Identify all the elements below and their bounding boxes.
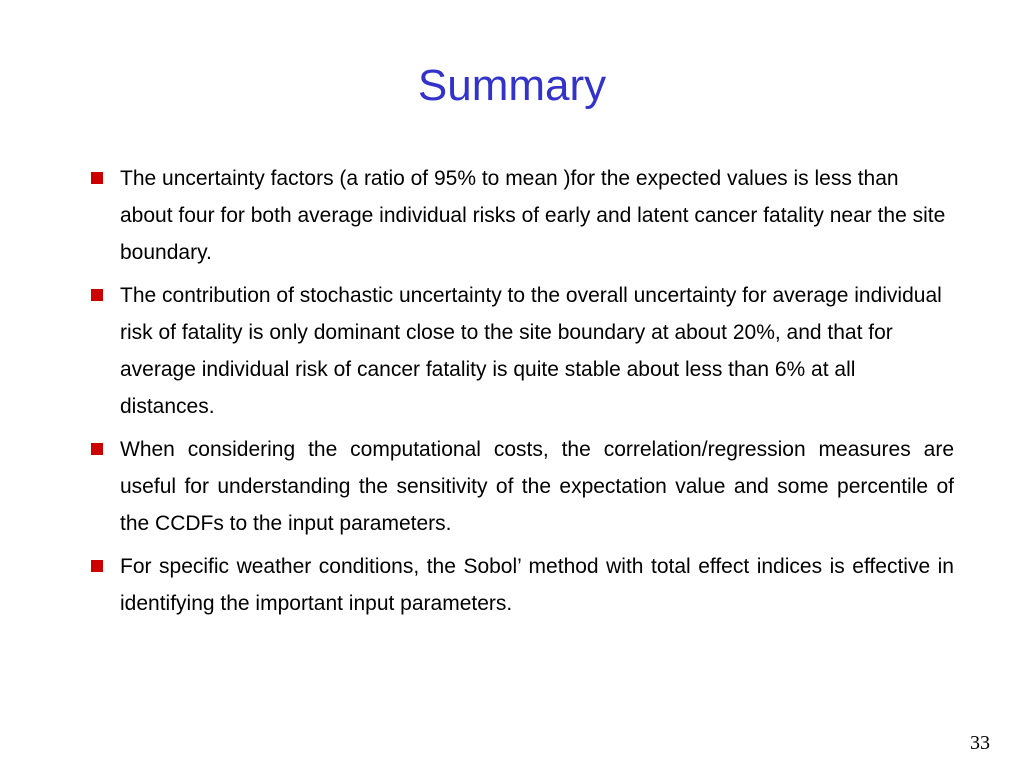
bullet-item <box>88 160 954 271</box>
slide-title: Summary <box>417 61 607 110</box>
bullet-text: The contribution of stochastic uncertainty to the overall uncertainty for average individual risk of fatality is only dominant close to the site boundary at about 20%, and that for average individual risk of cancer fatality is quite stable about less than 6% at all distances. <box>120 284 942 418</box>
square-bullet-icon <box>91 172 103 184</box>
bullet-item <box>88 431 954 542</box>
square-bullet-icon <box>91 443 103 455</box>
bullet-item <box>88 548 954 622</box>
bullet-text: For specific weather conditions, the Sobol’ method with total effect indices is effective in identifying the important input parameters. <box>120 555 954 615</box>
bullet-item <box>88 277 954 425</box>
bullet-list <box>88 160 954 628</box>
square-bullet-icon <box>91 289 103 301</box>
square-bullet-icon <box>91 560 103 572</box>
bullet-text: The uncertainty factors (a ratio of 95% to mean )for the expected values is less than about four for both average individual risks of early and latent cancer fatality near the site boundary. <box>120 167 946 264</box>
page-number: 33 <box>970 732 990 754</box>
bullet-text: When considering the computational costs, the correlation/regression measures are useful for understanding the sensitivity of the expectation value and some percentile of the CCDFs to the input parameters. <box>120 438 954 535</box>
